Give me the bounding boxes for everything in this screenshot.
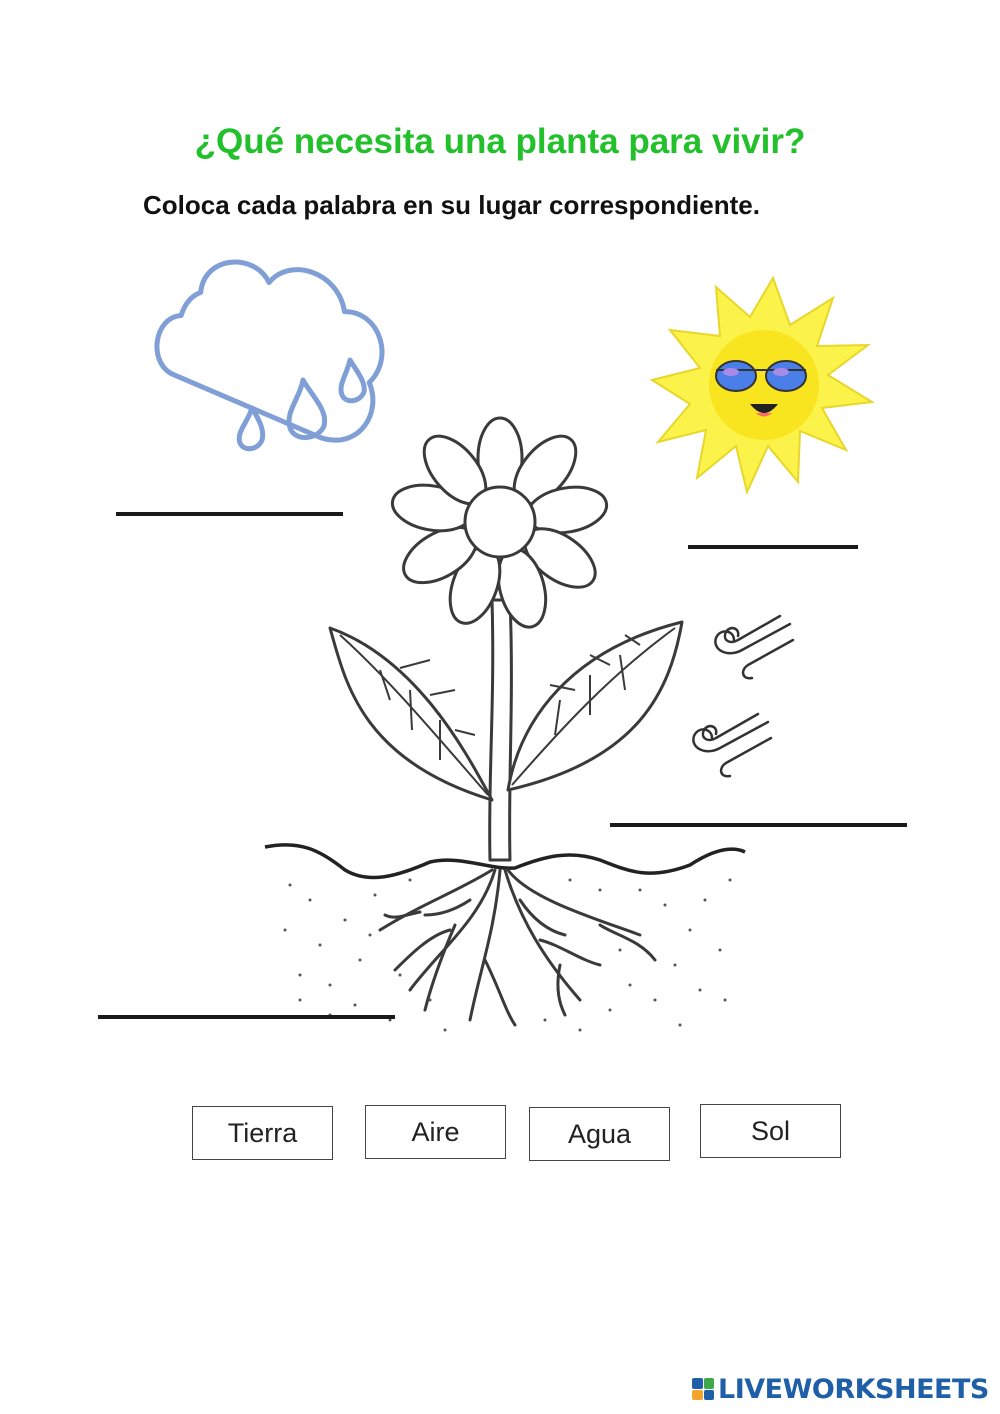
- word-card-aire[interactable]: Aire: [365, 1105, 506, 1159]
- wind-icon: [693, 616, 793, 776]
- page-title: ¿Qué necesita una planta para vivir?: [194, 122, 806, 161]
- answer-line-soil[interactable]: [98, 1015, 395, 1019]
- liveworksheets-brand: [692, 1373, 989, 1405]
- sun-with-sunglasses-icon: [652, 278, 872, 492]
- word-card-agua[interactable]: Agua: [529, 1107, 670, 1161]
- answer-line-cloud[interactable]: [116, 512, 343, 516]
- instruction-text: Coloca cada palabra en su lugar correspondiente.: [143, 190, 760, 220]
- word-card-tierra[interactable]: Tierra: [192, 1106, 333, 1160]
- answer-line-sun[interactable]: [688, 545, 858, 549]
- rain-cloud-icon: [149, 255, 390, 449]
- brand-name: LIVEWORKSHEETS: [718, 1373, 989, 1405]
- flower-plant-illustration: [265, 418, 745, 1025]
- liveworksheets-logo-icon: [692, 1378, 714, 1400]
- word-card-sol[interactable]: Sol: [700, 1104, 841, 1158]
- answer-line-wind[interactable]: [610, 823, 907, 827]
